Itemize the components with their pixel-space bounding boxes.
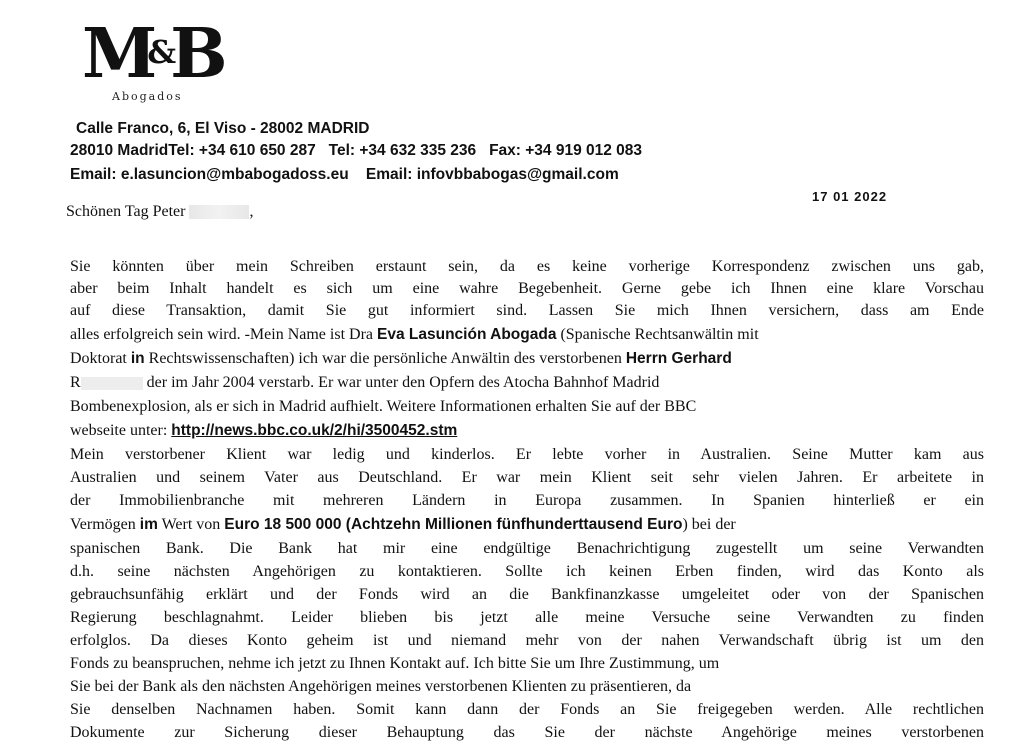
para2-line6: d.h. seine nächsten Angehörigen zu kontaktieren. Sollte ich keinen Erben finden, wird das Konto als [70,563,984,580]
para2-line3: der Immobilienbranche mit mehreren Ländern in Europa zusammen. In Spanien hinterließ er ein [70,492,984,509]
para2-line5: spanischen Bank. Die Bank hat mir eine endgültige Benachrichtigung zugestellt um seine Verwandten [70,540,984,557]
redacted-client-surname [81,377,143,390]
header-address: Calle Franco, 6, El Viso - 28002 MADRID [76,120,370,137]
inheritance-amount: Euro 18 500 000 (Achtzehn Millionen fünfhunderttausend Euro [224,516,683,533]
para1-line7: Bombenexplosion, als er sich in Madrid aufhielt. Weitere Informationen erhalten Sie auf der BBC [70,398,697,415]
para1-line5: Doktorat in Rechtswissenschaften) ich war die persönliche Anwältin des verstorbenen Herrn Gerhard [70,350,732,367]
header-emails: Email: e.lasuncion@mbabogadoss.eu Email: infovbbabogas@gmail.com [70,166,619,183]
para2-line2: Australien und seinem Vater aus Deutschland. Er war mein Klient seit sehr vielen Jahren. Er arbeitete in [70,469,984,486]
para1-line6: R der im Jahr 2004 verstarb. Er war unter den Opfern des Atocha Bahnhof Madrid [70,374,660,391]
para2-line12: Sie denselben Nachnamen haben. Somit kann dann der Fonds an Sie freigegeben werden. Alle rechtlichen [70,701,984,718]
redacted-surname [189,205,249,219]
greeting-text: Schönen Tag Peter [66,203,186,220]
para1-line1: Sie könnten über mein Schreiben erstaunt sein, da es keine vorherige Korrespondenz zwischen uns gab, [70,258,984,275]
para1-line8: webseite unter: http://news.bbc.co.uk/2/hi/3500452.stm [70,422,458,439]
bbc-link[interactable]: http://news.bbc.co.uk/2/hi/3500452.stm [171,422,458,439]
para1-line3: auf diese Transaktion, damit Sie gut informiert sind. Lassen Sie mich Ihnen versichern, dass am Ende [70,302,984,319]
logo-mark [82,14,224,94]
header-phones: 28010 MadridTel: +34 610 650 287 Tel: +34 632 335 236 Fax: +34 919 012 083 [70,142,643,159]
para2-line8: Regierung beschlagnahmt. Leider blieben bis jetzt alle meine Versuche seine Verwandten zu finden [70,609,984,626]
para1-line4: alles erfolgreich sein wird. -Mein Name ist Dra Eva Lasunción Abogada (Spanische Rechtsanwältin mit [70,326,759,343]
para2-line7: gebrauchsunfähig erklärt und der Fonds wird an die Bankfinanzkasse umgeleitet oder von der Spanischen [70,586,984,603]
para2-line4: Vermögen im Wert von Euro 18 500 000 (Achtzehn Millionen fünfhunderttausend Euro) bei der [70,516,736,533]
para2-line10: Fonds zu beanspruchen, nehme ich jetzt zu Ihnen Kontakt auf. Ich bitte Sie um Ihre Zustimmung, um [70,655,720,672]
para2-line9: erfolglos. Da dieses Konto geheim ist und niemand mehr von der nahen Verwandschaft übrig ist um den [70,632,984,649]
greeting: Schönen Tag Peter , [66,203,254,220]
law-firm-logo [82,14,252,110]
para1-line2: aber beim Inhalt handelt es sich um eine wahre Begebenheit. Gerne gebe ich Ihnen eine klare Vorschau [70,280,984,297]
para2-line13: Dokumente zur Sicherung dieser Behauptung das Sie der nächste Angehörige meines verstorbenen [70,724,984,741]
para2-line11: Sie bei der Bank als den nächsten Angehörigen meines verstorbenen Klienten zu präsentieren, da [70,678,692,695]
lawyer-name: Eva Lasunción Abogada [377,326,557,343]
logo-subtitle: Abogados [112,90,183,103]
letter-date: 17 01 2022 [812,189,888,204]
logo-letter-b: B [170,14,224,94]
logo-ampersand: & [147,33,177,71]
para2-line1: Mein verstorbener Klient war ledig und kinderlos. Er lebte vorher in Australien. Seine Mutter kam aus [70,446,984,463]
logo-letter-m: M [82,14,154,94]
client-name: Herrn Gerhard [625,350,732,367]
